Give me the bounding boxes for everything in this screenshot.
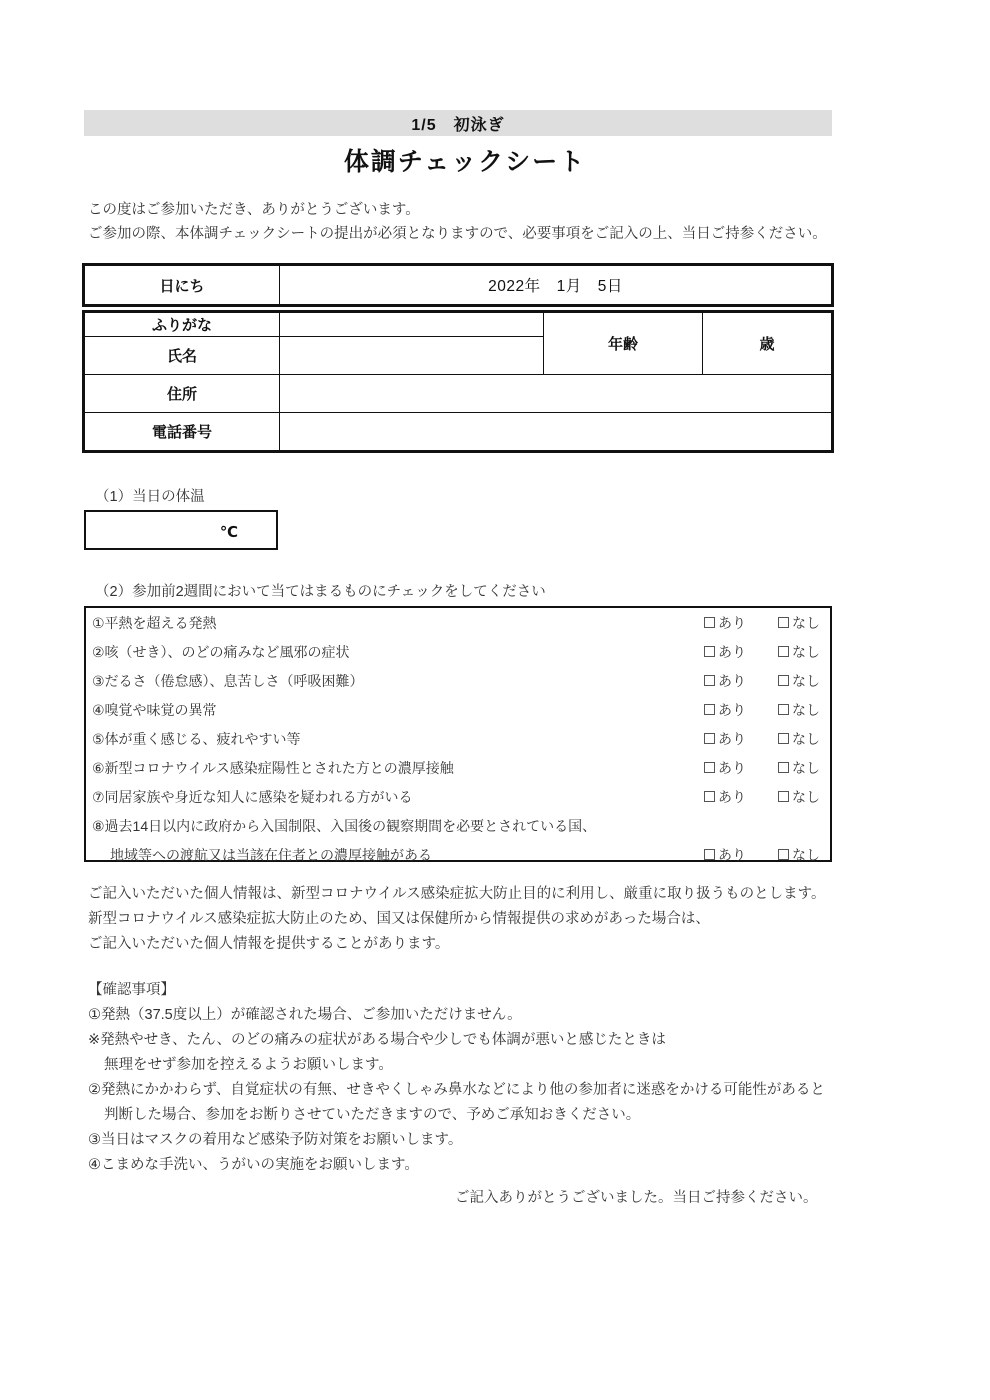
- checklist-item-label: 地域等への渡航又は当該在住者との濃厚接触がある: [110, 846, 432, 863]
- checklist-row: [86, 782, 830, 811]
- section-1-label: （1）当日の体温: [95, 489, 205, 505]
- checkbox-nashi[interactable]: [778, 700, 820, 720]
- temperature-input-box[interactable]: [84, 510, 278, 550]
- checkbox-ari[interactable]: [704, 729, 746, 749]
- checklist-row: [86, 637, 830, 666]
- checkbox-icon[interactable]: [778, 617, 789, 628]
- checkbox-icon[interactable]: [704, 617, 715, 628]
- confirmation-items: [88, 978, 988, 1178]
- checkbox-ari[interactable]: [704, 845, 746, 865]
- date-table: [84, 265, 832, 305]
- phone-label-cell: 電話番号: [85, 413, 280, 451]
- checklist-row: [86, 724, 830, 753]
- checkbox-label: なし: [792, 846, 820, 863]
- checkbox-label: あり: [718, 730, 746, 747]
- checkbox-icon[interactable]: [778, 791, 789, 802]
- checkbox-label: あり: [718, 788, 746, 805]
- privacy-line-3: ご記入いただいた個人情報を提供することがあります。: [88, 936, 450, 952]
- checkbox-icon[interactable]: [704, 849, 715, 860]
- confirm-heading: 【確認事項】: [88, 982, 175, 998]
- personal-info-table: [84, 312, 832, 451]
- event-banner: [84, 110, 832, 136]
- checkbox-icon[interactable]: [778, 675, 789, 686]
- table-row: [85, 375, 832, 413]
- symptom-checklist: [84, 606, 832, 862]
- age-label-cell: 年齢: [544, 313, 703, 375]
- checkbox-label: あり: [718, 614, 746, 631]
- checkbox-ari[interactable]: [704, 787, 746, 807]
- intro-line-1: この度はご参加いただき、ありがとうございます。: [88, 202, 420, 218]
- furigana-input-cell[interactable]: [280, 313, 544, 337]
- checkbox-ari[interactable]: [704, 642, 746, 662]
- checkbox-label: なし: [792, 730, 820, 747]
- page-title: 体調チェックシート: [343, 148, 587, 176]
- checkbox-label: なし: [792, 701, 820, 718]
- name-input-cell[interactable]: [280, 337, 544, 375]
- checklist-row: [86, 840, 830, 869]
- checklist-item-label: ④嗅覚や味覚の異常: [92, 701, 217, 718]
- confirm-line-2: ※発熱やせき、たん、のどの痛みの症状がある場合や少しでも体調が悪いと感じたときは: [88, 1032, 666, 1048]
- address-label-cell: 住所: [85, 375, 280, 413]
- checkbox-label: あり: [718, 701, 746, 718]
- confirm-line-5: 判断した場合、参加をお断りさせていただきますので、予めご承知おきください。: [104, 1107, 641, 1123]
- checkbox-nashi[interactable]: [778, 729, 820, 749]
- temperature-unit-label: ℃: [219, 524, 238, 541]
- intro-line-2: ご参加の際、本体調チェックシートの提出が必須となりますので、必要事項をご記入の上、当日ご持参ください。: [88, 226, 827, 242]
- checkbox-icon[interactable]: [778, 704, 789, 715]
- checkbox-icon[interactable]: [704, 646, 715, 657]
- checkbox-label: なし: [792, 759, 820, 776]
- checkbox-nashi[interactable]: [778, 845, 820, 865]
- checkbox-icon[interactable]: [778, 646, 789, 657]
- checklist-row: [86, 608, 830, 637]
- address-input-cell[interactable]: [280, 375, 832, 413]
- event-banner-label: 1/5 初泳ぎ: [411, 116, 505, 134]
- intro-paragraph: [88, 198, 948, 246]
- checkbox-label: なし: [792, 643, 820, 660]
- checkbox-label: あり: [718, 759, 746, 776]
- date-value-cell[interactable]: 2022年 1月 5日: [280, 266, 832, 305]
- checkbox-icon[interactable]: [704, 791, 715, 802]
- checkbox-nashi[interactable]: [778, 758, 820, 778]
- checkbox-label: あり: [718, 643, 746, 660]
- checklist-item-label: ⑥新型コロナウイルス感染症陽性とされた方との濃厚接触: [92, 759, 454, 776]
- date-label-cell: 日にち: [85, 266, 280, 305]
- checkbox-label: なし: [792, 614, 820, 631]
- privacy-notice: [88, 882, 968, 957]
- checkbox-label: あり: [718, 846, 746, 863]
- checkbox-ari[interactable]: [704, 700, 746, 720]
- checkbox-icon[interactable]: [778, 733, 789, 744]
- confirm-line-6: ③当日はマスクの着用など感染予防対策をお願いします。: [88, 1132, 463, 1148]
- confirm-line-4: ②発熱にかかわらず、自覚症状の有無、せきやくしゃみ鼻水などにより他の参加者に迷惑をかける可能性があると: [88, 1082, 825, 1098]
- confirm-line-7: ④こまめな手洗い、うがいの実施をお願いします。: [88, 1157, 419, 1173]
- checkbox-nashi[interactable]: [778, 671, 820, 691]
- checkbox-nashi[interactable]: [778, 642, 820, 662]
- checkbox-icon[interactable]: [704, 762, 715, 773]
- table-row: [85, 313, 832, 337]
- closing-message: ご記入ありがとうございました。当日ご持参ください。: [455, 1190, 818, 1206]
- checkbox-icon[interactable]: [778, 762, 789, 773]
- checkbox-icon[interactable]: [704, 675, 715, 686]
- checkbox-label: なし: [792, 672, 820, 689]
- checkbox-icon[interactable]: [704, 733, 715, 744]
- checklist-row: [86, 666, 830, 695]
- table-row: [85, 266, 832, 305]
- checkbox-ari[interactable]: [704, 758, 746, 778]
- table-row: [85, 413, 832, 451]
- checklist-item-label: ②咳（せき）、のどの痛みなど風邪の症状: [92, 643, 350, 660]
- age-value-cell[interactable]: 歳: [703, 313, 832, 375]
- checklist-row: [86, 753, 830, 782]
- checkbox-label: あり: [718, 672, 746, 689]
- checkbox-nashi[interactable]: [778, 787, 820, 807]
- checkbox-icon[interactable]: [778, 849, 789, 860]
- privacy-line-2: 新型コロナウイルス感染症拡大防止のため、国又は保健所から情報提供の求めがあった場合は、: [88, 911, 710, 927]
- furigana-label-cell: ふりがな: [85, 313, 280, 337]
- section-2-label: （2）参加前2週間において当てはまるものにチェックをしてください: [95, 584, 546, 600]
- phone-input-cell[interactable]: [280, 413, 832, 451]
- checkbox-ari[interactable]: [704, 671, 746, 691]
- checkbox-nashi[interactable]: [778, 613, 820, 633]
- checkbox-label: なし: [792, 788, 820, 805]
- checklist-item-label: ⑧過去14日以内に政府から入国制限、入国後の観察期間を必要とされている国、: [92, 817, 597, 834]
- checklist-row: [86, 695, 830, 724]
- checklist-item-label: ⑤体が重く感じる、疲れやすい等: [92, 730, 301, 747]
- checkbox-icon[interactable]: [704, 704, 715, 715]
- checklist-item-label: ③だるさ（倦怠感）、息苦しさ（呼吸困難）: [92, 672, 364, 689]
- checklist-row: [86, 811, 830, 840]
- checklist-item-label: ①平熱を超える発熱: [92, 614, 217, 631]
- confirm-line-3: 無理をせず参加を控えるようお願いします。: [104, 1057, 393, 1073]
- confirm-line-1: ①発熱（37.5度以上）が確認された場合、ご参加いただけません。: [88, 1007, 522, 1023]
- name-label-cell: 氏名: [85, 337, 280, 375]
- checklist-item-label: ⑦同居家族や身近な知人に感染を疑われる方がいる: [92, 788, 413, 805]
- privacy-line-1: ご記入いただいた個人情報は、新型コロナウイルス感染症拡大防止目的に利用し、厳重に取り扱うものとします。: [88, 886, 826, 902]
- checkbox-ari[interactable]: [704, 613, 746, 633]
